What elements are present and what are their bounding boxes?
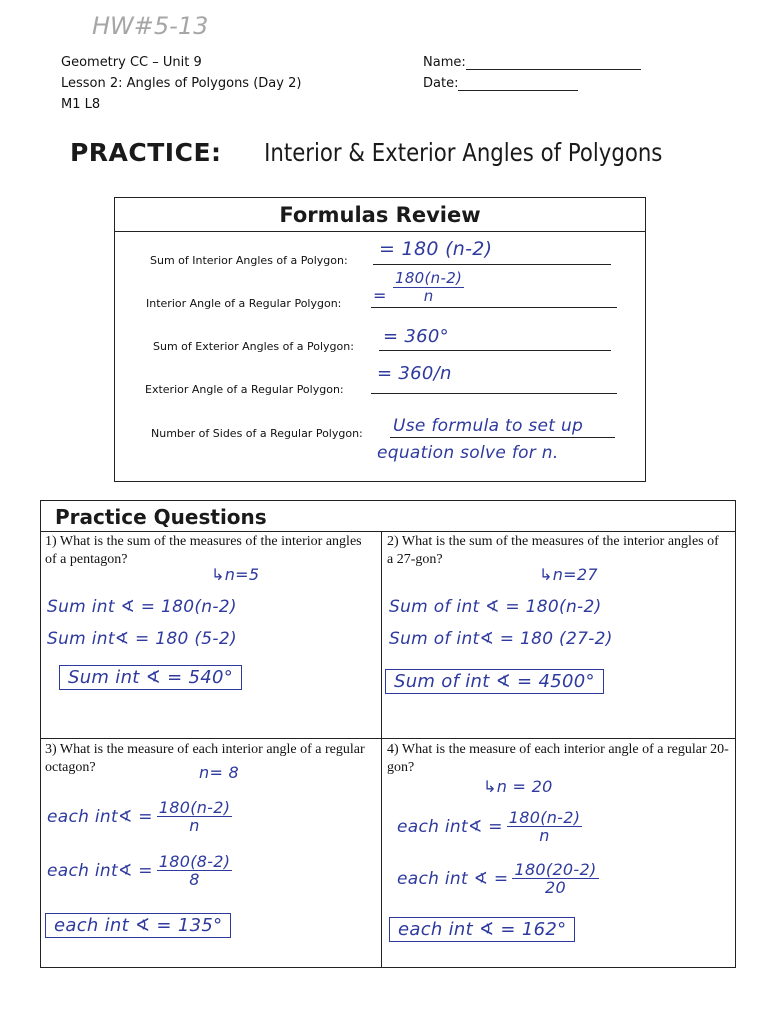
formula-answer-number-of-sides: Use formula to set up xyxy=(393,416,584,436)
q3-work-1-denominator: n xyxy=(189,816,200,835)
q4-work-1-denominator: n xyxy=(539,826,550,845)
formula-eq-2: = xyxy=(373,286,387,305)
q3-work-1-fraction xyxy=(157,799,233,834)
q4-work-1-left: each int∢ = xyxy=(397,816,503,837)
question-2-answer: Sum of int ∢ = 4500° xyxy=(385,669,604,694)
formula-label-sum-interior: Sum of Interior Angles of a Polygon: xyxy=(150,254,348,267)
q3-work-1-numerator: 180(n-2) xyxy=(158,798,231,817)
question-4-work-1 xyxy=(397,809,582,844)
title-rest: Interior & Exterior Angles of Polygons xyxy=(264,138,663,167)
q3-work-2-denominator: 8 xyxy=(189,870,200,889)
question-1-work-2: Sum int∢ = 180 (5-2) xyxy=(47,629,237,649)
formula-line-5 xyxy=(390,437,615,438)
page-title xyxy=(0,138,768,167)
title-bold: PRACTICE: xyxy=(69,138,222,167)
question-1-note: ↳n=5 xyxy=(211,565,260,584)
question-1-text: 1) What is the sum of the measures of the interior angles of a pentagon? xyxy=(45,534,362,567)
question-2-note: ↳n=27 xyxy=(539,565,598,584)
question-1-answer: Sum int ∢ = 540° xyxy=(59,665,242,690)
formulas-review-box xyxy=(114,197,646,482)
question-3-answer: each int ∢ = 135° xyxy=(45,913,231,938)
practice-questions-box xyxy=(40,500,736,968)
q4-work-2-numerator: 180(20-2) xyxy=(514,860,597,879)
q4-work-2-fraction xyxy=(512,861,598,896)
q4-work-1-numerator: 180(n-2) xyxy=(508,808,581,827)
question-4-text: 4) What is the measure of each interior angle of a regular 20-gon? xyxy=(387,742,729,775)
question-2-text: 2) What is the sum of the measures of the interior angles of a 27-gon? xyxy=(387,534,719,567)
formula-label-sum-exterior: Sum of Exterior Angles of a Polygon: xyxy=(153,340,354,353)
question-4-note: ↳n = 20 xyxy=(483,777,553,796)
name-label: Name: xyxy=(423,55,466,70)
question-4-answer: each int ∢ = 162° xyxy=(389,917,575,942)
fraction-denominator: n xyxy=(423,287,434,305)
formula-answer-sum-interior: = 180 (n-2) xyxy=(379,238,493,260)
question-3-work-2 xyxy=(47,853,232,888)
question-3-text: 3) What is the measure of each interior angle of a regular octagon? xyxy=(45,742,365,775)
q3-work-2-left: each int∢ = xyxy=(47,860,153,881)
formula-answer-sum-exterior: = 360° xyxy=(383,326,449,347)
formula-answer-exterior-regular: = 360/n xyxy=(377,363,452,384)
formula-answer-number-of-sides-line2: equation solve for n. xyxy=(377,443,559,463)
question-4-work-2 xyxy=(397,861,599,896)
question-1-work-1: Sum int ∢ = 180(n-2) xyxy=(47,597,237,617)
date-label: Date: xyxy=(423,76,459,91)
question-2-work-2: Sum of int∢ = 180 (27-2) xyxy=(389,629,613,649)
q3-work-2-fraction xyxy=(157,853,233,888)
formula-label-interior-regular: Interior Angle of a Regular Polygon: xyxy=(146,297,342,310)
formula-label-number-of-sides: Number of Sides of a Regular Polygon: xyxy=(151,427,363,440)
formula-fraction-interior-regular xyxy=(393,270,464,305)
lesson-title: Lesson 2: Angles of Polygons (Day 2) xyxy=(61,76,302,91)
name-line xyxy=(466,56,641,70)
practice-middle-divider xyxy=(41,738,735,739)
homework-number: HW#5-13 xyxy=(92,12,209,40)
q3-work-1-left: each int∢ = xyxy=(47,806,153,827)
lesson-code: M1 L8 xyxy=(61,97,101,112)
course-title: Geometry CC – Unit 9 xyxy=(61,55,202,70)
fraction-numerator: 180(n-2) xyxy=(395,269,463,287)
q3-work-2-numerator: 180(8-2) xyxy=(158,852,231,871)
practice-column-divider xyxy=(381,531,382,967)
date-line xyxy=(458,77,578,91)
date-field[interactable] xyxy=(423,76,578,91)
name-field[interactable] xyxy=(423,55,641,70)
q4-work-2-left: each int ∢ = xyxy=(397,868,509,889)
formulas-heading: Formulas Review xyxy=(115,198,645,232)
formula-label-exterior-regular: Exterior Angle of a Regular Polygon: xyxy=(145,383,344,396)
question-2-work-1: Sum of int ∢ = 180(n-2) xyxy=(389,597,602,617)
q4-work-2-denominator: 20 xyxy=(545,878,566,897)
question-3-work-1 xyxy=(47,799,232,834)
practice-heading: Practice Questions xyxy=(55,505,267,529)
question-3-note: n= 8 xyxy=(199,763,240,782)
formula-line-3 xyxy=(379,350,611,351)
formula-line-4 xyxy=(371,393,617,394)
practice-top-divider xyxy=(41,531,735,532)
formula-line-1 xyxy=(373,264,611,265)
q4-work-1-fraction xyxy=(507,809,583,844)
formula-line-2 xyxy=(371,307,617,308)
